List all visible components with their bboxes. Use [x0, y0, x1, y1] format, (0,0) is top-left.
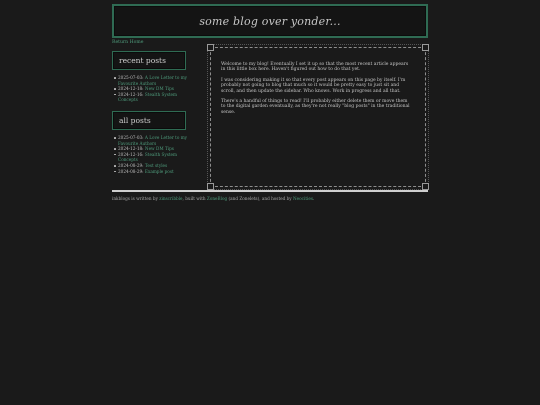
- all-posts-list: [112, 135, 192, 174]
- recent-posts-list: [112, 75, 192, 103]
- footer-divider: [112, 190, 428, 192]
- footer-text: .: [313, 196, 315, 201]
- corner-ornament: [207, 183, 214, 190]
- post-date: 2024-12-18:: [118, 146, 144, 152]
- content-paragraph: There's a handful of things to read! I'll probably either delete them or move them to the digital garden eventually, as they're not really "blog posts" in the traditional sense.: [221, 99, 410, 115]
- post-link[interactable]: Stealth System Concepts: [118, 151, 177, 163]
- post-date: 2024-08-29:: [118, 162, 144, 168]
- content-paragraph: I was considering making it so that every post appears on this page by itself. I'm probably not going to blog that much so it would be pretty easy to just sit and scroll, and then update the sidebar. Who knows. Work in progress and all that.: [221, 77, 406, 94]
- list-item: [114, 152, 192, 163]
- footer-text: inkblogs is written by: [112, 196, 160, 201]
- corner-ornament: [422, 44, 429, 51]
- footer: [112, 196, 428, 201]
- list-item: [114, 75, 192, 86]
- all-posts-heading: all posts: [112, 111, 186, 130]
- post-date: 2024-12-16:: [118, 151, 144, 157]
- post-date: 2025-07-03:: [118, 134, 144, 140]
- recent-posts-heading: recent posts: [112, 51, 186, 70]
- post-link[interactable]: Example post: [144, 168, 174, 174]
- post-date: 2024-08-29:: [118, 168, 144, 174]
- list-item: [114, 92, 192, 103]
- corner-ornament: [207, 44, 214, 51]
- footer-text: , built with: [182, 196, 207, 201]
- post-link[interactable]: Test styles: [144, 162, 168, 168]
- post-date: 2025-07-03:: [118, 75, 144, 80]
- content-paragraph: Welcome to my blog! Eventually I set it up so that the most recent article appears in this little box here. Haven't figured out how to do that yet.: [221, 62, 409, 73]
- post-link[interactable]: Stealth System Concepts: [118, 91, 177, 103]
- corner-ornament: [422, 183, 429, 190]
- post-link[interactable]: New DM Tips: [144, 146, 174, 152]
- site-header: [112, 4, 428, 38]
- list-item: [114, 169, 192, 175]
- host-link[interactable]: Neocities: [293, 196, 313, 201]
- site-title: some blog over yonder...: [199, 14, 341, 28]
- list-item: [114, 135, 192, 146]
- sidebar: [112, 51, 192, 174]
- page-wrapper: [112, 4, 428, 201]
- post-date: 2024-12-16:: [118, 91, 144, 97]
- post-link[interactable]: A Love Letter to my Favourite Authors: [118, 134, 188, 146]
- main-content-box: [210, 47, 426, 187]
- post-date: 2024-12-18:: [118, 86, 144, 92]
- author-link[interactable]: zinscribble: [159, 196, 183, 201]
- tool-link[interactable]: ZoneBlog: [206, 196, 228, 201]
- footer-text: (and Zonelets), and hosted by: [227, 196, 293, 201]
- return-home-link[interactable]: Return Home: [112, 40, 144, 45]
- post-link[interactable]: New DM Tips: [144, 86, 174, 92]
- post-link[interactable]: A Love Letter to my Favourite Authors: [118, 75, 188, 86]
